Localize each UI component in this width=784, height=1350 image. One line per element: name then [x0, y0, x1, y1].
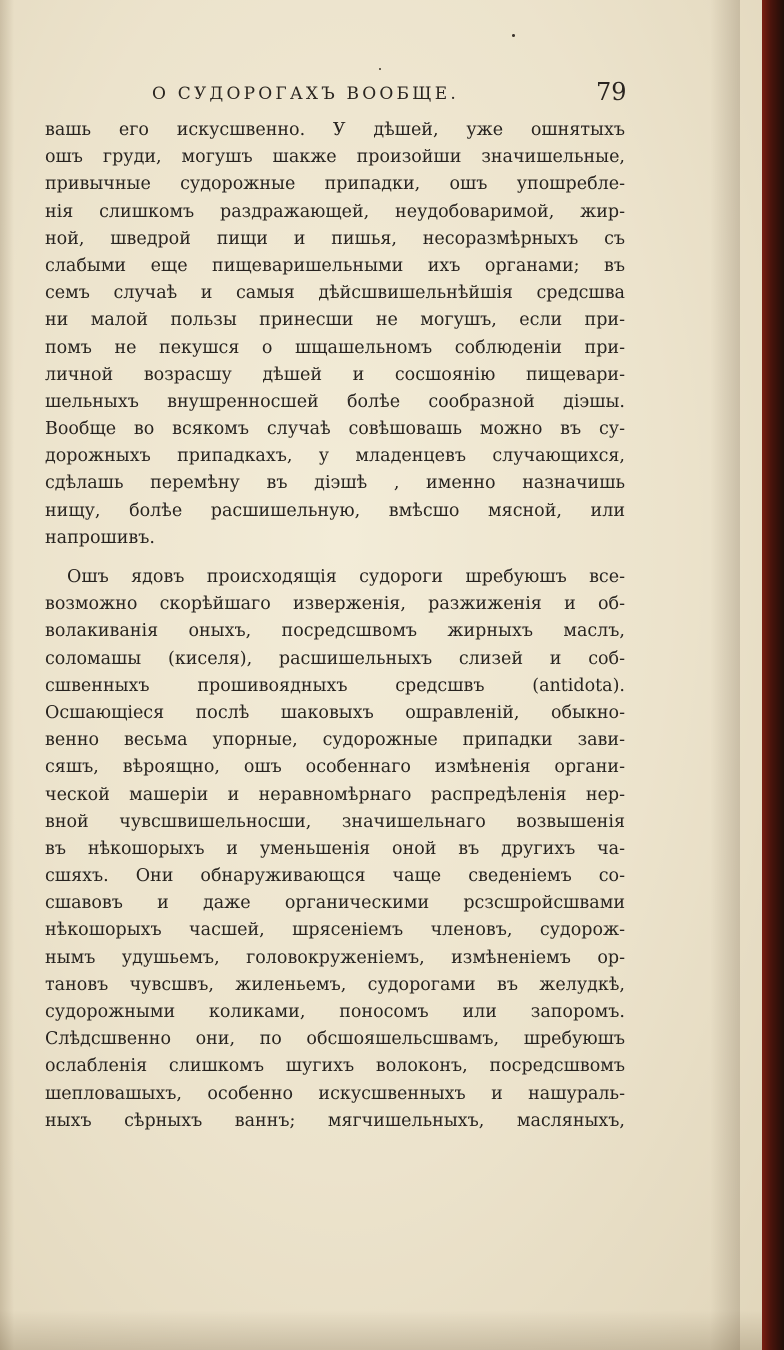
text-line: Слѣдсшвенно они, по обсшояшельсшвамъ, шребуюшъ: [45, 1029, 625, 1050]
page-number: 79: [596, 78, 627, 106]
text-line: сшавовъ и даже органическими рсзсшройсшвами: [45, 893, 625, 914]
text-line: ной, шведрой пищи и пишья, несоразмѣрныхъ съ: [45, 228, 625, 249]
text-line: ни малой пользы принесши не могушъ, если при-: [45, 310, 625, 331]
text-line: Ошъ ядовъ происходящія судороги шребуюшъ все-: [67, 567, 625, 587]
running-head: О СУДОРОГАХЪ ВООБЩЕ.: [152, 84, 459, 104]
text-line: вашь его искусшвенно. У дѣшей, уже ошнятыхъ: [45, 120, 625, 140]
text-line: напрошивъ.: [45, 527, 155, 548]
ink-speck: [512, 34, 515, 37]
text-line: сяшъ, вѣроящно, ошъ особеннаго измѣненія органи-: [45, 757, 625, 778]
paragraph-2: [45, 564, 625, 1135]
text-line: венно весьма упорные, судорожные припадки зави-: [45, 730, 625, 751]
text-line: Осшающіеся послѣ шаковыхъ ошравленій, обыкно-: [45, 702, 625, 723]
text-line: сшвенныхъ прошивоядныхъ средсшвъ (antidota).: [45, 675, 625, 696]
text-line: ослабленія слишкомъ шугихъ волоконъ, посредсшвомъ: [45, 1056, 625, 1077]
paragraph-1: [45, 117, 625, 552]
text-line: помъ не пекушся о шщашельномъ соблюденіи при-: [45, 337, 625, 358]
page-body: [45, 117, 625, 1135]
paragraph-gap: [45, 552, 625, 564]
text-line: судорожными коликами, поносомъ или запоромъ.: [45, 1002, 625, 1022]
page-bottom-shadow: [0, 1310, 762, 1350]
text-line: вной чувсшвишельносши, значишельнаго возвышенія: [45, 811, 625, 832]
text-line: слабыми еще пищеваришельными ихъ органами; въ: [45, 255, 625, 276]
text-line: нищу, болѣе расшишельную, вмѣсшо мясной, или: [45, 500, 625, 521]
book-cover-edge: [762, 0, 784, 1350]
text-line: ческой машеріи и неравномѣрнаго распредѣленія нер-: [45, 784, 625, 805]
text-line: сдѣлашь перемѣну въ діэшѣ , именно назначишь: [45, 473, 625, 494]
page-gutter-shadow: [710, 0, 740, 1350]
text-line: въ нѣкошорыхъ и уменьшенія оной въ другихъ ча-: [45, 838, 625, 859]
ink-speck: [379, 68, 381, 70]
text-line: нѣкошорыхъ часшей, шрясеніемъ членовъ, судорож-: [45, 920, 625, 941]
text-line: соломашы (киселя), расшишельныхъ слизей и соб-: [45, 648, 625, 669]
text-line: волакиванія оныхъ, посредсшвомъ жирныхъ маслъ,: [45, 621, 625, 642]
text-line: шельныхъ внушренносшей болѣе сообразной діэшы.: [45, 391, 625, 412]
text-line: возможно скорѣйшаго изверженія, разжиженія и об-: [45, 594, 625, 615]
text-line: дорожныхъ припадкахъ, у младенцевъ случающихся,: [45, 446, 625, 467]
text-line: шепловашыхъ, особенно искусшвенныхъ и нашураль-: [45, 1083, 625, 1104]
text-line: тановъ чувсшвъ, жиленьемъ, судорогами въ желудкѣ,: [45, 974, 625, 995]
text-line: нія слишкомъ раздражающей, неудобоваримой, жир-: [45, 201, 625, 222]
text-line: нымъ удушьемъ, головокруженіемъ, измѣненіемъ ор-: [45, 947, 625, 968]
text-line: ныхъ сѣрныхъ ваннъ; мягчишельныхъ, масляныхъ,: [45, 1110, 625, 1131]
text-line: привычные судорожные припадки, ошъ упошребле-: [45, 174, 625, 195]
text-line: личной возрасшу дѣшей и сосшоянію пищевари-: [45, 364, 625, 385]
text-line: ошъ груди, могушъ шакже произойши значишельные,: [45, 147, 625, 168]
text-line: семъ случаѣ и самыя дѣйсшвишельнѣйшія средсшва: [45, 283, 625, 304]
text-line: Вообще во всякомъ случаѣ совѣшовашь можно въ су-: [45, 419, 625, 440]
page-left-shadow: [0, 0, 14, 1350]
text-line: сшяхъ. Они обнаруживающся чаще сведеніемъ со-: [45, 866, 625, 887]
